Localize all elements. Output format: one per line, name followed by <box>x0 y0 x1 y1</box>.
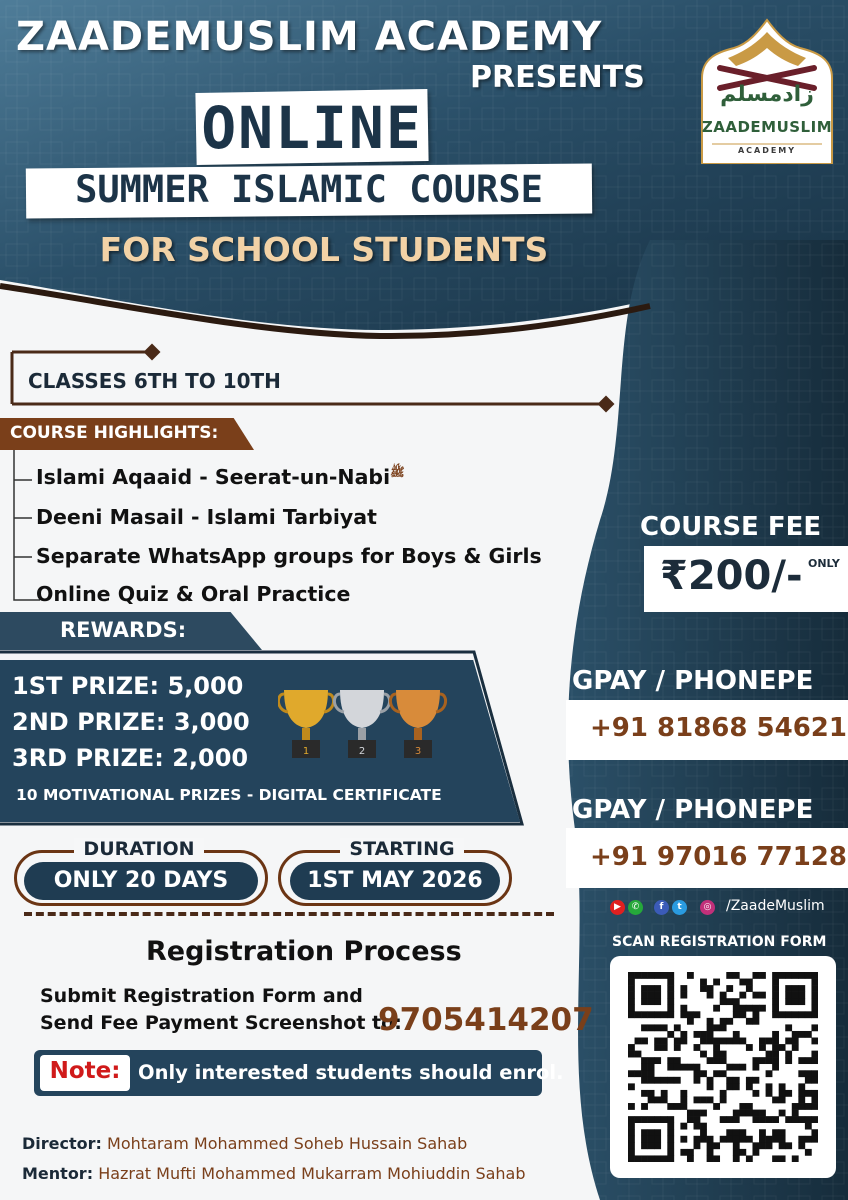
logo-name: ZAADEMUSLIM <box>701 118 833 136</box>
payment-number-1[interactable]: +91 81868 54621 <box>590 713 847 743</box>
note-label: Note: <box>49 1058 121 1084</box>
logo-subtitle: ACADEMY <box>737 146 797 155</box>
fee-title: COURSE FEE <box>640 512 822 542</box>
fee-value: ₹200/- <box>660 553 803 599</box>
trophy-silver-icon <box>334 690 389 758</box>
duration-value: ONLY 20 DAYS <box>24 862 258 900</box>
director-label: Director: <box>22 1134 102 1153</box>
twitter-icon[interactable]: t <box>672 900 687 915</box>
logo-urdu: زادمسلم <box>720 82 814 107</box>
classes-text: CLASSES 6TH TO 10TH <box>28 369 281 393</box>
highlight-item: Deeni Masail - Islami Tarbiyat <box>36 505 377 529</box>
dashed-divider <box>24 912 554 916</box>
whatsapp-icon[interactable]: ✆ <box>628 900 643 915</box>
registration-phone[interactable]: 9705414207 <box>378 1002 594 1038</box>
trophies-graphic <box>278 684 448 762</box>
director-name: Mohtaram Mohammed Soheb Hussain Sahab <box>107 1134 468 1153</box>
payment-title-2: GPAY / PHONEPE <box>572 795 814 825</box>
fee-only: ONLY <box>808 557 840 570</box>
rewards-title: REWARDS: <box>60 618 187 642</box>
trophy-rank: 2 <box>358 746 366 757</box>
mentor-name: Hazrat Mufti Mohammed Mukarram Mohiuddin Sahab <box>98 1164 526 1183</box>
starting-label: STARTING <box>340 838 464 860</box>
course-title: SUMMER ISLAMIC COURSE <box>75 168 543 211</box>
instagram-icon[interactable]: ◎ <box>700 900 715 915</box>
highlight-item <box>36 465 405 489</box>
prize-third: 3RD PRIZE: 2,000 <box>12 744 249 772</box>
payment-number-2[interactable]: +91 97016 77128 <box>590 842 847 872</box>
registration-title: Registration Process <box>146 936 462 967</box>
qr-code[interactable] <box>628 972 818 1162</box>
highlights-title: COURSE HIGHLIGHTS: <box>10 423 219 443</box>
mentor-credit <box>22 1164 526 1183</box>
starting-value: 1ST MAY 2026 <box>290 862 500 900</box>
prize-second: 2ND PRIZE: 3,000 <box>12 708 250 736</box>
audience-text: FOR SCHOOL STUDENTS <box>99 230 549 269</box>
highlight-item: Online Quiz & Oral Practice <box>36 582 351 606</box>
prize-note: 10 MOTIVATIONAL PRIZES - DIGITAL CERTIFICATE <box>16 786 442 804</box>
note-text: Only interested students should enrol. <box>138 1061 564 1084</box>
registration-line-2: Send Fee Payment Screenshot to: <box>40 1012 402 1034</box>
scan-title: SCAN REGISTRATION FORM <box>612 934 827 950</box>
youtube-icon[interactable]: ▶ <box>610 900 625 915</box>
facebook-icon[interactable]: f <box>654 900 669 915</box>
social-handle[interactable]: /ZaadeMuslim <box>726 898 825 914</box>
prize-first: 1ST PRIZE: 5,000 <box>12 672 244 700</box>
payment-title-1: GPAY / PHONEPE <box>572 666 814 696</box>
registration-line-1: Submit Registration Form and <box>40 985 363 1007</box>
presents-text: PRESENTS <box>470 60 645 95</box>
honorific-glyph: ﷺ <box>390 465 405 480</box>
highlight-item-label: Islami Aqaaid - Seerat-un-Nabi <box>36 465 391 489</box>
trophy-bronze-icon <box>390 690 445 758</box>
trophy-rank: 3 <box>414 746 422 757</box>
trophy-gold-icon <box>278 690 333 758</box>
highlight-item: Separate WhatsApp groups for Boys & Girls <box>36 544 542 568</box>
online-text: ONLINE <box>201 94 423 162</box>
duration-label: DURATION <box>74 838 204 860</box>
director-credit <box>22 1134 467 1153</box>
trophy-rank: 1 <box>302 746 310 757</box>
academy-title: ZAADEMUSLIM ACADEMY <box>16 14 603 60</box>
mentor-label: Mentor: <box>22 1164 94 1183</box>
